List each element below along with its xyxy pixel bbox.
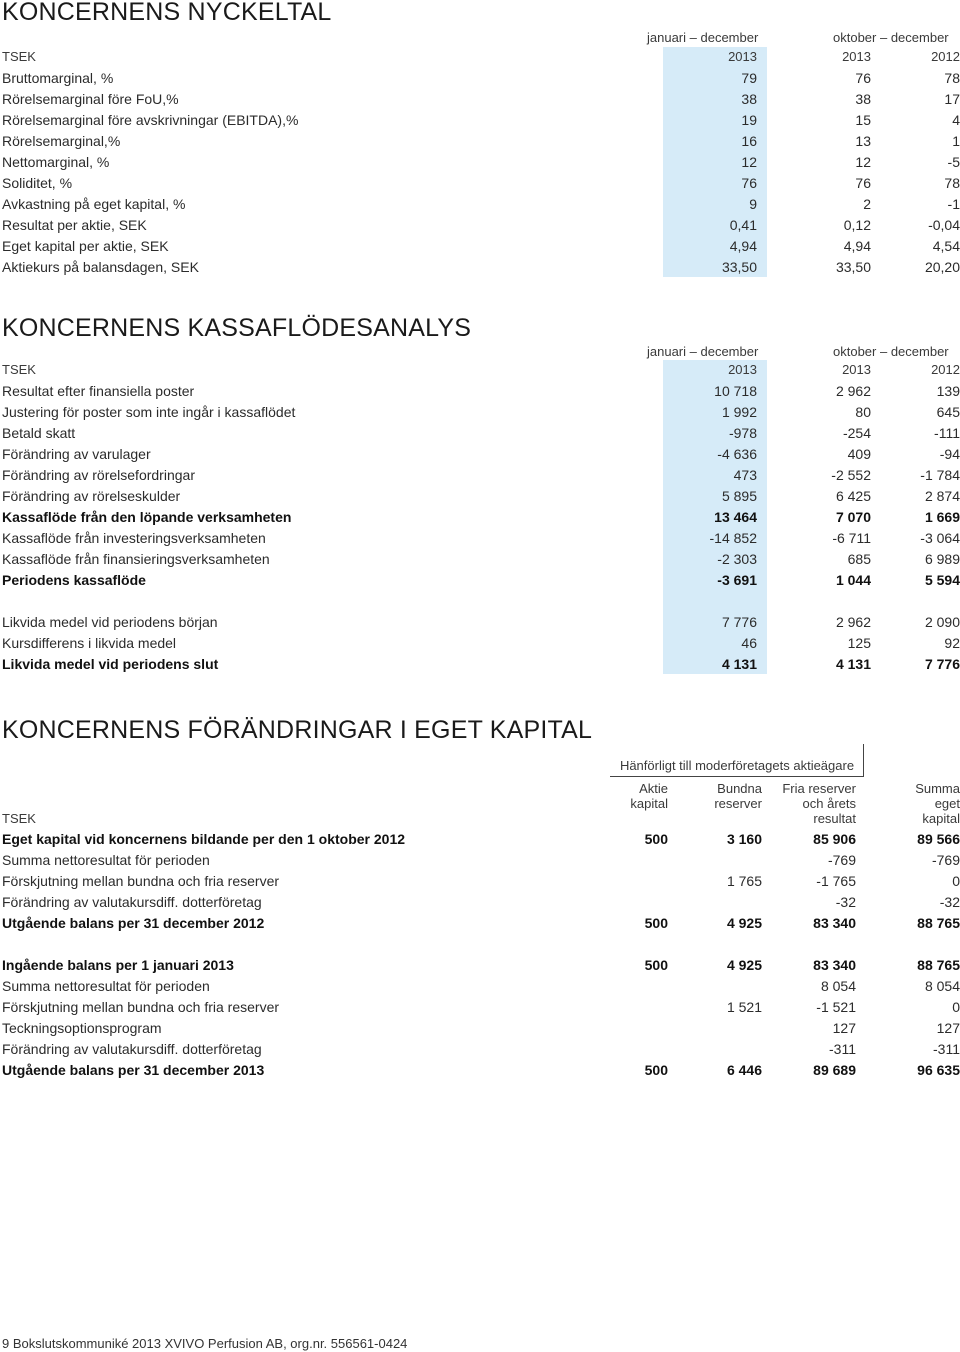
row-label: Rörelsemarginal,%	[2, 133, 121, 149]
row-value: -3 691	[717, 572, 757, 588]
row-value: 0	[952, 873, 960, 889]
row-label: Periodens kassaflöde	[2, 572, 146, 588]
row-value: -3 064	[920, 530, 960, 546]
row-label: Ingående balans per 1 januari 2013	[2, 957, 234, 973]
row-value: -14 852	[709, 530, 757, 546]
col-header-aktiekapital	[570, 781, 668, 811]
row-value: 13 464	[714, 509, 757, 525]
row-value: 79	[741, 70, 757, 86]
row-value: 500	[644, 831, 668, 847]
row-label: Likvida medel vid periodens början	[2, 614, 218, 630]
row-value: 7 776	[721, 614, 757, 630]
row-value: 12	[855, 154, 871, 170]
row-value: 4 131	[721, 656, 757, 672]
col-header-line: Summa	[915, 781, 960, 796]
nyckeltal-unit: TSEK	[2, 49, 36, 64]
row-value: -1 784	[920, 467, 960, 483]
table-row	[0, 871, 960, 891]
table-row	[0, 89, 960, 109]
row-value: -1	[947, 196, 960, 212]
row-value: 7 776	[924, 656, 960, 672]
table-row-total	[0, 913, 960, 933]
kassaflode-period1: januari – december	[647, 344, 759, 359]
table-row	[0, 486, 960, 506]
row-label: Bruttomarginal, %	[2, 70, 114, 86]
row-value: 2	[863, 196, 871, 212]
table-row	[0, 1039, 960, 1059]
row-value: 409	[847, 446, 871, 462]
row-value: 96 635	[917, 1062, 960, 1078]
table-row	[0, 850, 960, 870]
kassaflode-title: KONCERNENS KASSAFLÖDESANALYS	[2, 314, 472, 342]
row-label: Förändring av valutakursdiff. dotterföretag	[2, 894, 262, 910]
row-label: Aktiekurs på balansdagen, SEK	[2, 259, 199, 275]
nyckeltal-year-1: 2013	[728, 49, 757, 64]
row-value: -1 765	[816, 873, 856, 889]
col-header-line: Aktie	[639, 781, 668, 796]
row-value: 8 054	[924, 978, 960, 994]
row-label: Förändring av rörelseskulder	[2, 488, 181, 504]
table-row	[0, 402, 960, 422]
row-value: -2 303	[717, 551, 757, 567]
row-value: 2 962	[835, 383, 871, 399]
row-value: 500	[644, 915, 668, 931]
table-row-total	[0, 829, 960, 849]
row-value: 88 765	[917, 915, 960, 931]
row-value: 1 044	[835, 572, 871, 588]
row-value: 4 925	[726, 957, 762, 973]
row-label: Kassaflöde från den löpande verksamheten	[2, 509, 292, 525]
row-value: 685	[847, 551, 871, 567]
col-header-line: Bundna	[717, 781, 762, 796]
table-row	[0, 131, 960, 151]
table-row	[0, 633, 960, 653]
row-label: Eget kapital per aktie, SEK	[2, 238, 169, 254]
row-value: -311	[933, 1041, 960, 1057]
row-value: 1 521	[726, 999, 762, 1015]
table-row-total	[0, 955, 960, 975]
row-value: 125	[847, 635, 871, 651]
row-value: 6 425	[835, 488, 871, 504]
header-rule	[610, 776, 864, 777]
row-value: 46	[741, 635, 757, 651]
row-label: Avkastning på eget kapital, %	[2, 196, 186, 212]
row-label: Förändring av varulager	[2, 446, 151, 462]
table-row	[0, 444, 960, 464]
row-value: 80	[855, 404, 871, 420]
row-value: 645	[936, 404, 960, 420]
row-value: 38	[855, 91, 871, 107]
row-value: 33,50	[835, 259, 871, 275]
table-row	[0, 257, 960, 277]
table-row	[0, 423, 960, 443]
row-value: 1 669	[924, 509, 960, 525]
nyckeltal-period1: januari – december	[647, 30, 759, 45]
row-value: 139	[936, 383, 960, 399]
row-value: 92	[944, 635, 960, 651]
eget-kapital-title: KONCERNENS FÖRÄNDRINGAR I EGET KAPITAL	[2, 716, 593, 744]
row-value: -5	[947, 154, 960, 170]
col-header-line: eget	[934, 796, 960, 811]
col-header-line: Fria reserver	[782, 781, 856, 796]
row-value: 89 566	[917, 831, 960, 847]
table-row	[0, 152, 960, 172]
row-value: 4,94	[729, 238, 757, 254]
row-value: 5 895	[721, 488, 757, 504]
row-label: Rörelsemarginal före avskrivningar (EBITDA),%	[2, 112, 299, 128]
row-value: 38	[741, 91, 757, 107]
row-value: 4 131	[835, 656, 871, 672]
row-value: 0	[952, 999, 960, 1015]
row-value: 76	[855, 175, 871, 191]
col-header-line: reserver	[714, 796, 762, 811]
row-label: Förskjutning mellan bundna och fria reserver	[2, 999, 280, 1015]
row-label: Resultat per aktie, SEK	[2, 217, 147, 233]
row-value: -769	[931, 852, 960, 868]
row-value: -6 711	[832, 530, 871, 546]
table-row-total	[0, 507, 960, 527]
row-value: 88 765	[917, 957, 960, 973]
row-label: Förskjutning mellan bundna och fria reserver	[2, 873, 280, 889]
nyckeltal-year-2: 2013	[842, 49, 871, 64]
table-row	[0, 215, 960, 235]
row-value: 10 718	[714, 383, 757, 399]
page-footer: 9 Bokslutskommuniké 2013 XVIVO Perfusion AB, org.nr. 556561-0424	[2, 1336, 408, 1351]
row-value: 473	[733, 467, 757, 483]
table-row	[0, 68, 960, 88]
col-header-line: kapital	[922, 811, 960, 826]
row-value: 4	[952, 112, 960, 128]
row-label: Utgående balans per 31 december 2012	[2, 915, 265, 931]
table-row	[0, 997, 960, 1017]
table-row-total	[0, 570, 960, 590]
table-row	[0, 110, 960, 130]
eget-kapital-group-header: Hänförligt till moderföretagets aktieägare	[619, 758, 855, 773]
table-row-total	[0, 654, 960, 674]
row-value: 3 160	[726, 831, 762, 847]
row-value: 5 594	[924, 572, 960, 588]
row-value: -111	[934, 425, 960, 441]
row-value: -0,04	[928, 217, 960, 233]
row-value: 1	[952, 133, 960, 149]
row-value: 4,94	[843, 238, 871, 254]
kassaflode-year-2: 2013	[842, 362, 871, 377]
kassaflode-unit: TSEK	[2, 362, 36, 377]
row-value: -254	[842, 425, 871, 441]
row-label: Justering för poster som inte ingår i kassaflödet	[2, 404, 296, 420]
row-value: 15	[855, 112, 871, 128]
row-label: Summa nettoresultat för perioden	[2, 852, 210, 868]
row-label: Betald skatt	[2, 425, 76, 441]
row-value: -978	[728, 425, 757, 441]
row-value: 20,20	[924, 259, 960, 275]
row-value: 78	[944, 175, 960, 191]
row-value: 2 962	[835, 614, 871, 630]
table-row	[0, 381, 960, 401]
row-value: 0,12	[843, 217, 871, 233]
row-value: 2 090	[924, 614, 960, 630]
row-label: Teckningsoptionsprogram	[2, 1020, 162, 1036]
table-row	[0, 528, 960, 548]
row-value: 127	[832, 1020, 856, 1036]
row-value: 4,54	[932, 238, 960, 254]
col-header-summa	[860, 781, 960, 826]
row-label: Eget kapital vid koncernens bildande per den 1 oktober 2012	[2, 831, 406, 847]
table-row	[0, 194, 960, 214]
row-value: 4 925	[726, 915, 762, 931]
kassaflode-period2: oktober – december	[833, 344, 949, 359]
row-value: 76	[855, 70, 871, 86]
row-value: 85 906	[813, 831, 856, 847]
row-value: 1 765	[726, 873, 762, 889]
row-label: Kassaflöde från investeringsverksamheten	[2, 530, 266, 546]
table-row	[0, 976, 960, 996]
row-label: Nettomarginal, %	[2, 154, 110, 170]
row-label: Soliditet, %	[2, 175, 73, 191]
row-label: Kassaflöde från finansieringsverksamheten	[2, 551, 270, 567]
table-row-total	[0, 1060, 960, 1080]
row-value: -2 552	[831, 467, 871, 483]
table-row	[0, 173, 960, 193]
table-row	[0, 549, 960, 569]
row-label: Förändring av rörelsefordringar	[2, 467, 195, 483]
row-value: 6 989	[924, 551, 960, 567]
nyckeltal-period2: oktober – december	[833, 30, 949, 45]
row-value: 9	[749, 196, 757, 212]
table-row	[0, 1018, 960, 1038]
table-row	[0, 892, 960, 912]
row-label: Likvida medel vid periodens slut	[2, 656, 219, 672]
nyckeltal-year-3: 2012	[931, 49, 960, 64]
row-value: 83 340	[813, 957, 856, 973]
row-value: -4 636	[717, 446, 757, 462]
kassaflode-year-3: 2012	[931, 362, 960, 377]
table-row	[0, 236, 960, 256]
row-label: Resultat efter finansiella poster	[2, 383, 195, 399]
row-value: 127	[936, 1020, 960, 1036]
row-value: 7 070	[835, 509, 871, 525]
row-label: Utgående balans per 31 december 2013	[2, 1062, 265, 1078]
row-value: 33,50	[721, 259, 757, 275]
row-label: Summa nettoresultat för perioden	[2, 978, 210, 994]
row-value: 16	[741, 133, 757, 149]
row-value: 83 340	[813, 915, 856, 931]
row-value: 17	[944, 91, 960, 107]
row-label: Förändring av valutakursdiff. dotterföretag	[2, 1041, 262, 1057]
nyckeltal-title: KONCERNENS NYCKELTAL	[2, 0, 332, 26]
table-row	[0, 612, 960, 632]
kassaflode-year-1: 2013	[728, 362, 757, 377]
row-value: 78	[944, 70, 960, 86]
row-value: 6 446	[726, 1062, 762, 1078]
row-value: 1 992	[721, 404, 757, 420]
row-value: -311	[829, 1041, 856, 1057]
row-value: 12	[741, 154, 757, 170]
row-value: 8 054	[820, 978, 856, 994]
row-value: 89 689	[813, 1062, 856, 1078]
table-row	[0, 465, 960, 485]
eget-kapital-unit: TSEK	[2, 811, 36, 826]
col-header-line: och årets	[802, 796, 856, 811]
row-value: -769	[827, 852, 856, 868]
row-value: -1 521	[816, 999, 856, 1015]
row-value: 13	[855, 133, 871, 149]
row-value: 500	[644, 957, 668, 973]
row-label: Rörelsemarginal före FoU,%	[2, 91, 179, 107]
row-value: 2 874	[924, 488, 960, 504]
row-value: 19	[741, 112, 757, 128]
row-value: 0,41	[729, 217, 757, 233]
col-header-line: kapital	[630, 796, 668, 811]
row-value: -32	[835, 894, 856, 910]
row-value: 500	[644, 1062, 668, 1078]
row-label: Kursdifferens i likvida medel	[2, 635, 177, 651]
row-value: -32	[939, 894, 960, 910]
row-value: 76	[741, 175, 757, 191]
col-header-fria-reserver	[740, 781, 856, 826]
col-header-line: resultat	[813, 811, 856, 826]
row-value: -94	[939, 446, 960, 462]
